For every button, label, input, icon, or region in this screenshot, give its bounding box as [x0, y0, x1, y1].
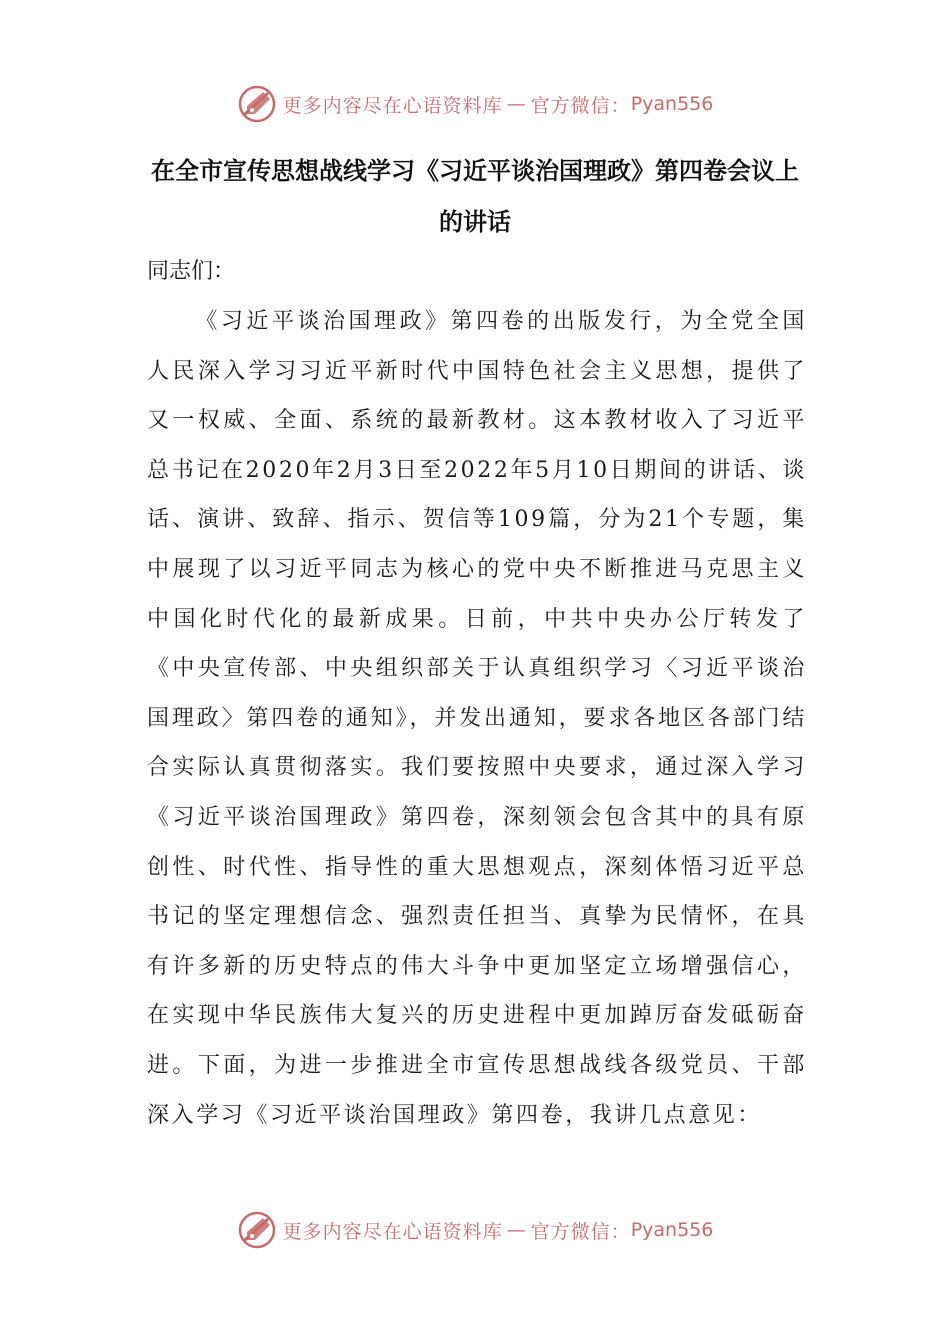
header-watermark-banner [0, 82, 950, 126]
banner-wechat-label: 官方微信： [530, 94, 631, 117]
footer-watermark-banner [0, 1208, 950, 1252]
banner-wechat-label: 官方微信： [530, 1220, 631, 1243]
banner-text: 更多内容尽在心语资料库 [282, 1220, 503, 1243]
banner-wechat-id: Pyan556 [630, 1219, 714, 1241]
pen-circle-logo-icon [237, 84, 277, 124]
banner-dash: — [506, 1219, 527, 1241]
banner-wechat-id: Pyan556 [630, 93, 714, 115]
salutation: 同志们： [147, 259, 236, 284]
banner-text: 更多内容尽在心语资料库 [282, 94, 503, 117]
document-title: 在全市宣传思想战线学习《习近平谈治国理政》第四卷会议上的讲话 [151, 157, 799, 236]
body-paragraph: 《习近平谈治国理政》第四卷的出版发行，为全党全国人民深入学习习近平新时代中国特色社会主义思想，提供了又一权威、全面、系统的最新教材。这本教材收入了习近平总书记在2020年2月3日至2022年5月10日期间的讲话、谈话、演讲、致辞、指示、贺信等109篇，分为21个专题，集中展现了以习近平同志为核心的党中央不断推进马克思主义中国化时代化的最新成果。日前，中共中央办公厅转发了《中央宣传部、中央组织部关于认真组织学习〈习近平谈治国理政〉第四卷的通知》，并发出通知，要求各地区各部门结合实际认真贯彻落实。我们要按照中央要求，通过深入学习《习近平谈治国理政》第四卷，深刻领会包含其中的具有原创性、时代性、指导性的重大思想观点，深刻体悟习近平总书记的坚定理想信念、强烈责任担当、真挚为民情怀，在具有许多新的历史特点的伟大斗争中更加坚定立场增强信心，在实现中华民族伟大复兴的历史进程中更加踔厉奋发砥砺奋进。下面，为进一步推进全市宣传思想战线各级党员、干部深入学习《习近平谈治国理政》第四卷，我讲几点意见： [147, 309, 807, 1128]
banner-dash: — [506, 93, 527, 115]
pen-circle-logo-icon [237, 1210, 277, 1250]
